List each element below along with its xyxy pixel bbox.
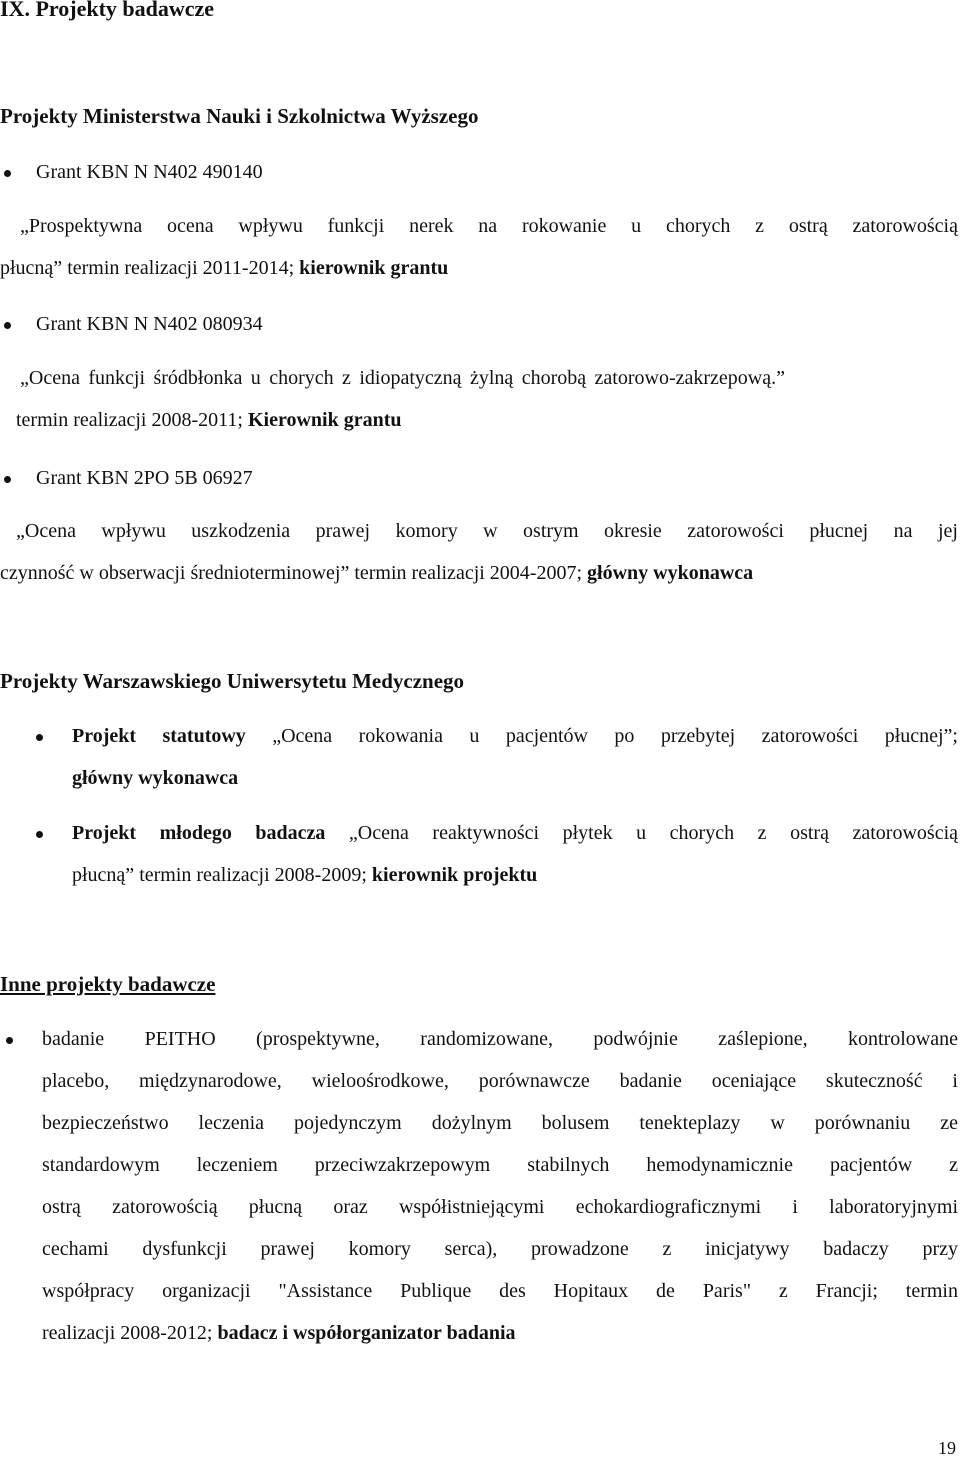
- grant-2-term: termin realizacji 2008-2011;: [16, 409, 248, 431]
- project-statutory: [72, 725, 958, 748]
- project-statutory-title: „Ocena rokowania u pacjentów po przebytej zatorowości płucnej”;: [245, 725, 958, 747]
- peitho-line-6: cechami dysfunkcji prawej komory serca), prowadzone z inicjatywy badaczy przy: [42, 1238, 958, 1260]
- peitho-line-5: ostrą zatorowością płucną oraz współistniejącymi echokardiograficznymi i laboratoryjnymi: [42, 1196, 958, 1218]
- bullet-icon: [36, 734, 43, 741]
- grant-1-term: płucną” termin realizacji 2011-2014;: [0, 257, 300, 279]
- grant-1-label: Grant KBN N N402 490140: [36, 161, 263, 183]
- project-young-researcher-type: Projekt młodego badacza: [72, 822, 326, 844]
- peitho-line-7: współpracy organizacji "Assistance Publique des Hopitaux de Paris" z Francji; termin: [42, 1280, 958, 1302]
- project-young-researcher-term: płucną” termin realizacji 2008-2009;: [72, 864, 372, 886]
- grant-2-label: Grant KBN N N402 080934: [36, 313, 263, 335]
- section-heading-ministry: Projekty Ministerstwa Nauki i Szkolnictwa Wyższego: [0, 104, 479, 128]
- peitho-line-1: badanie PEITHO (prospektywne, randomizowane, podwójnie zaślepione, kontrolowane: [42, 1028, 958, 1050]
- project-young-researcher-title: „Ocena reaktywności płytek u chorych z ostrą zatorowością: [325, 822, 958, 844]
- project-statutory-role-line: [72, 767, 238, 790]
- section-heading-other: Inne projekty badawcze: [0, 972, 216, 996]
- page-number: 19: [938, 1438, 956, 1458]
- grant-1-title: „Prospektywna ocena wpływu funkcji nerek na rokowanie u chorych z ostrą zatorowością: [20, 215, 958, 237]
- project-statutory-role: główny wykonawca: [72, 767, 239, 789]
- grant-3-title: „Ocena wpływu uszkodzenia prawej komory w ostrym okresie zatorowości płucnej na jej: [16, 520, 958, 542]
- project-young-researcher-role: kierownik projektu: [371, 864, 538, 886]
- grant-3-role: główny wykonawca: [587, 562, 754, 584]
- peitho-line-4: standardowym leczeniem przeciwzakrzepowym stabilnych hemodynamicznie pacjentów z: [42, 1154, 958, 1176]
- peitho-line-8: [42, 1322, 516, 1345]
- grant-1-role: kierownik grantu: [299, 257, 449, 279]
- section-heading-wum: Projekty Warszawskiego Uniwersytetu Medycznego: [0, 669, 465, 693]
- bullet-icon: [4, 170, 11, 177]
- project-young-researcher: [72, 822, 958, 845]
- bullet-icon: [4, 322, 11, 329]
- bullet-icon: [4, 476, 11, 483]
- peitho-role: badacz i współorganizator badania: [217, 1322, 516, 1344]
- project-statutory-type: Projekt statutowy: [72, 725, 246, 747]
- grant-1-details: [0, 257, 448, 280]
- bullet-icon: [36, 831, 43, 838]
- peitho-line-2: placebo, międzynarodowe, wieloośrodkowe, porównawcze badanie oceniające skuteczność i: [42, 1070, 958, 1092]
- grant-2-role: Kierownik grantu: [247, 409, 402, 431]
- grant-3-term: czynność w obserwacji średnioterminowej” termin realizacji 2004-2007;: [0, 562, 588, 584]
- grant-3-label: Grant KBN 2PO 5B 06927: [36, 467, 253, 489]
- grant-3-details: [0, 562, 753, 585]
- peitho-line-3: bezpieczeństwo leczenia pojedynczym dożylnym bolusem tenekteplazy w porównaniu ze: [42, 1112, 958, 1134]
- grant-2-title: „Ocena funkcji śródbłonka u chorych z idiopatyczną żylną chorobą zatorowo-zakrzepową.”: [20, 367, 785, 389]
- project-young-researcher-details: [72, 864, 537, 887]
- peitho-term: realizacji 2008-2012;: [42, 1322, 218, 1344]
- grant-2-details: [16, 409, 402, 432]
- chapter-title: IX. Projekty badawcze: [0, 0, 215, 21]
- bullet-icon: [6, 1037, 13, 1044]
